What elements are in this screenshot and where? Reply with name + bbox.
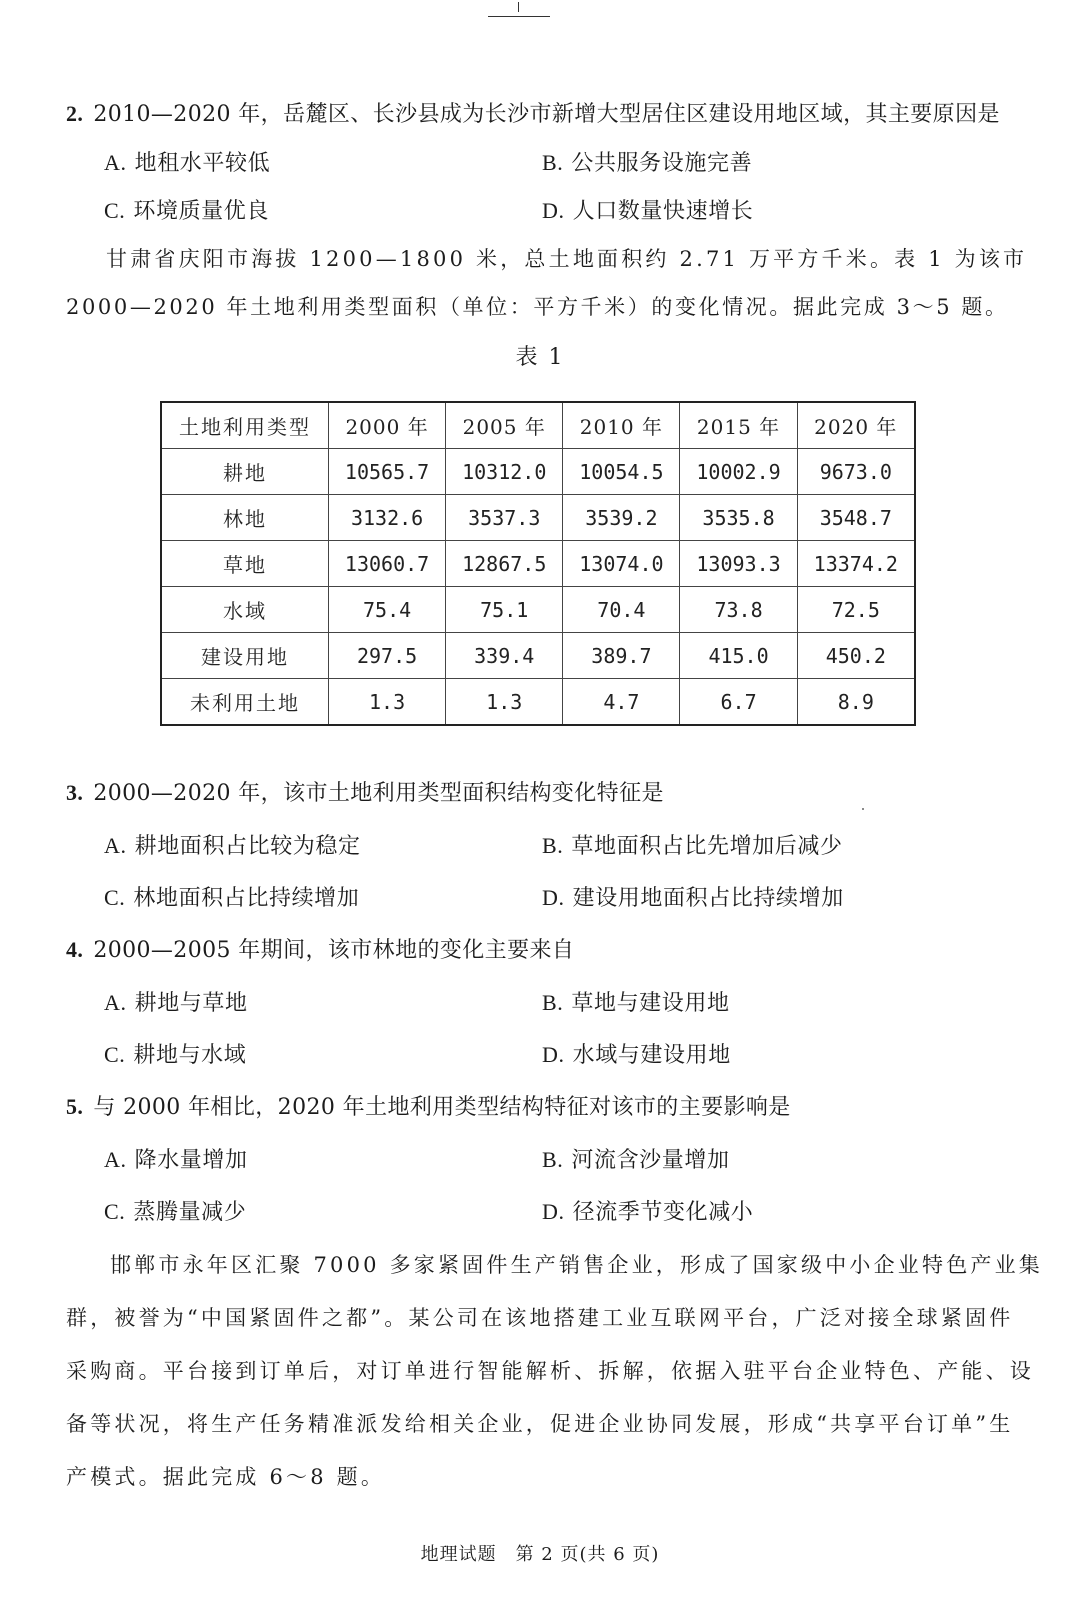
option-text: 建设用地面积占比持续增加 xyxy=(572,886,844,911)
option-text: 水域与建设用地 xyxy=(572,1043,731,1068)
speck xyxy=(862,808,864,810)
column-header: 2020 年 xyxy=(797,402,915,449)
option-text: 耕地与水域 xyxy=(133,1043,247,1068)
table-row xyxy=(161,449,915,495)
option-letter: C. xyxy=(104,1199,126,1224)
option-letter: B. xyxy=(542,990,564,1015)
table-cell: 3539.2 xyxy=(563,495,680,541)
option-letter: B. xyxy=(542,150,564,175)
question-number: 2. xyxy=(66,101,84,126)
option-letter: D. xyxy=(542,1042,565,1067)
option-letter: D. xyxy=(542,885,565,910)
option-b xyxy=(542,1143,730,1174)
table-cell: 6.7 xyxy=(680,679,797,726)
table-cell: 75.1 xyxy=(446,587,563,633)
table-cell: 10054.5 xyxy=(563,449,680,495)
option-text: 草地面积占比先增加后减少 xyxy=(571,834,843,859)
passage-line: 邯郸市永年区汇聚 7000 多家紧固件生产销售企业，形成了国家级中小企业特色产业集 xyxy=(110,1253,1043,1277)
intro-paragraph-line: 甘肃省庆阳市海拔 1200—1800 米，总土地面积约 2.71 万平方千米。表 1 为该市 xyxy=(106,247,1028,271)
table-cell: 4.7 xyxy=(563,679,680,726)
column-header: 土地利用类型 xyxy=(161,402,329,449)
land-use-table xyxy=(160,401,916,726)
row-label: 草地 xyxy=(161,541,329,587)
question-text: 与 2000 年相比，2020 年土地利用类型结构特征对该市的主要影响是 xyxy=(93,1095,791,1120)
table-cell: 3537.3 xyxy=(446,495,563,541)
question-2-stem xyxy=(66,97,1000,128)
option-text: 环境质量优良 xyxy=(133,199,269,224)
option-a xyxy=(104,986,248,1017)
page-top-mark xyxy=(488,2,550,20)
option-letter: A. xyxy=(104,990,127,1015)
option-letter: D. xyxy=(542,1199,565,1224)
option-letter: A. xyxy=(104,833,127,858)
option-d xyxy=(542,1195,753,1226)
option-text: 蒸腾量减少 xyxy=(133,1200,247,1225)
column-header: 2005 年 xyxy=(446,402,563,449)
option-a xyxy=(104,146,270,177)
option-c xyxy=(104,1038,246,1069)
intro-paragraph-line: 2000—2020 年土地利用类型面积（单位：平方千米）的变化情况。据此完成 3～5 题。 xyxy=(66,295,1009,319)
question-number: 5. xyxy=(66,1094,84,1119)
row-label: 耕地 xyxy=(161,449,329,495)
table-row xyxy=(161,679,915,726)
question-4-stem xyxy=(66,933,574,964)
option-a xyxy=(104,1143,248,1174)
option-letter: C. xyxy=(104,885,126,910)
table-caption: 表 1 xyxy=(515,345,565,370)
passage-line: 备等状况，将生产任务精准派发给相关企业，促进企业协同发展，形成“共享平台订单”生 xyxy=(66,1412,1014,1436)
option-text: 公共服务设施完善 xyxy=(571,151,753,176)
question-number: 3. xyxy=(66,780,84,805)
question-5-stem xyxy=(66,1090,791,1121)
option-text: 河流含沙量增加 xyxy=(571,1148,730,1173)
table-cell: 12867.5 xyxy=(446,541,563,587)
table-cell: 3535.8 xyxy=(680,495,797,541)
option-a xyxy=(104,829,361,860)
option-b xyxy=(542,986,730,1017)
table-cell: 9673.0 xyxy=(797,449,915,495)
table-header-row xyxy=(161,402,915,449)
option-text: 耕地面积占比较为稳定 xyxy=(134,834,361,859)
option-text: 径流季节变化减小 xyxy=(572,1200,754,1225)
table-cell: 3548.7 xyxy=(797,495,915,541)
table-row xyxy=(161,587,915,633)
option-d xyxy=(542,194,753,225)
option-text: 地租水平较低 xyxy=(134,151,271,176)
table-row xyxy=(161,495,915,541)
option-letter: C. xyxy=(104,198,126,223)
option-c xyxy=(104,1195,246,1226)
option-letter: A. xyxy=(104,1147,127,1172)
table-cell: 297.5 xyxy=(329,633,446,679)
option-d xyxy=(542,881,844,912)
row-label: 水域 xyxy=(161,587,329,633)
option-letter: C. xyxy=(104,1042,126,1067)
table-cell: 450.2 xyxy=(797,633,915,679)
table-cell: 13093.3 xyxy=(680,541,797,587)
table-cell: 73.8 xyxy=(680,587,797,633)
row-label: 建设用地 xyxy=(161,633,329,679)
table-cell: 415.0 xyxy=(680,633,797,679)
table-cell: 75.4 xyxy=(329,587,446,633)
table-cell: 10002.9 xyxy=(680,449,797,495)
table-cell: 10312.0 xyxy=(446,449,563,495)
table-cell: 13060.7 xyxy=(329,541,446,587)
table-cell: 8.9 xyxy=(797,679,915,726)
question-text: 2000—2020 年，该市土地利用类型面积结构变化特征是 xyxy=(93,781,664,806)
option-letter: A. xyxy=(104,150,127,175)
table-cell: 1.3 xyxy=(329,679,446,726)
table-cell: 389.7 xyxy=(563,633,680,679)
table-cell: 72.5 xyxy=(797,587,915,633)
option-b xyxy=(542,829,843,860)
question-text: 2000—2005 年期间，该市林地的变化主要来自 xyxy=(93,938,575,963)
option-text: 耕地与草地 xyxy=(134,991,248,1016)
question-3-stem xyxy=(66,776,664,807)
question-number: 4. xyxy=(66,937,84,962)
table-cell: 10565.7 xyxy=(329,449,446,495)
passage-line: 产模式。据此完成 6～8 题。 xyxy=(66,1465,386,1489)
column-header: 2000 年 xyxy=(329,402,446,449)
table-cell: 70.4 xyxy=(563,587,680,633)
table-cell: 13074.0 xyxy=(563,541,680,587)
option-letter: D. xyxy=(542,198,565,223)
option-d xyxy=(542,1038,731,1069)
page-footer: 地理试题 第 2 页(共 6 页) xyxy=(420,1544,660,1565)
table-cell: 13374.2 xyxy=(797,541,915,587)
option-c xyxy=(104,194,269,225)
question-text: 2010—2020 年，岳麓区、长沙县成为长沙市新增大型居住区建设用地区域，其主要原因是 xyxy=(93,102,1000,127)
option-text: 草地与建设用地 xyxy=(571,991,730,1016)
passage-line: 群，被誉为“中国紧固件之都”。某公司在该地搭建工业互联网平台，广泛对接全球紧固件 xyxy=(66,1306,1014,1330)
option-letter: B. xyxy=(542,1147,564,1172)
option-c xyxy=(104,881,359,912)
table-row xyxy=(161,633,915,679)
table-cell: 1.3 xyxy=(446,679,563,726)
column-header: 2015 年 xyxy=(680,402,797,449)
option-letter: B. xyxy=(542,833,564,858)
row-label: 林地 xyxy=(161,495,329,541)
table-cell: 339.4 xyxy=(446,633,563,679)
option-text: 降水量增加 xyxy=(134,1148,248,1173)
passage-line: 采购商。平台接到订单后，对订单进行智能解析、拆解，依据入驻平台企业特色、产能、设 xyxy=(66,1359,1034,1383)
table-row xyxy=(161,541,915,587)
column-header: 2010 年 xyxy=(563,402,680,449)
option-b xyxy=(542,146,752,177)
option-text: 林地面积占比持续增加 xyxy=(133,886,360,911)
option-text: 人口数量快速增长 xyxy=(572,199,754,224)
table-cell: 3132.6 xyxy=(329,495,446,541)
row-label: 未利用土地 xyxy=(161,679,329,726)
